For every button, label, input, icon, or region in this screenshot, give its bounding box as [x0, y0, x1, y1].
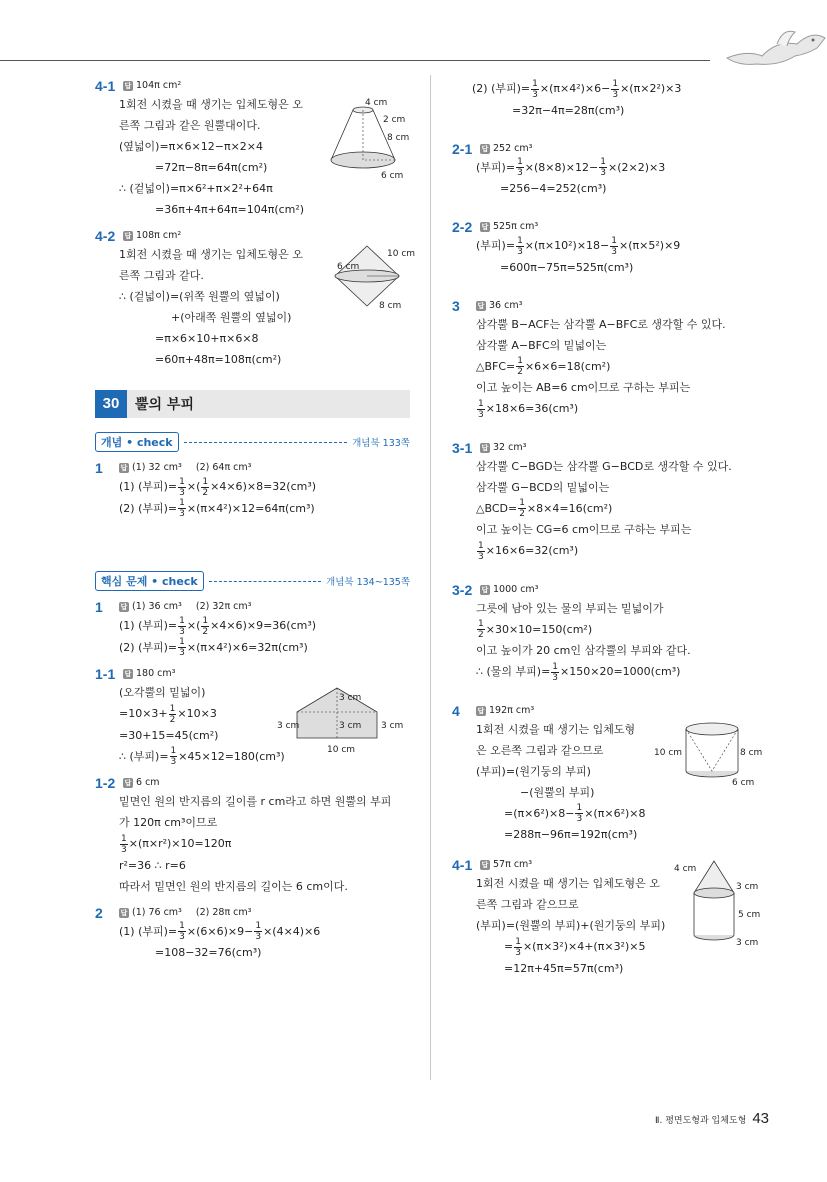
solution-line	[452, 78, 782, 100]
answer-value: 525π cm³	[493, 221, 539, 232]
fig-label: 4 cm	[365, 98, 388, 108]
text: ×(π×3²)×4+(π×3²)×5	[522, 940, 646, 953]
problem-number: 4-2	[95, 228, 116, 244]
text: ×(π×5²)×9	[619, 239, 681, 252]
solution-line: (부피)=(원뿔의 부피)+(원기둥의 부피)	[476, 919, 666, 932]
fraction: $\frac{1}{3}$	[179, 498, 185, 519]
dashed-rule	[184, 442, 348, 443]
solution-line	[95, 833, 425, 855]
text: △BCD=	[476, 501, 518, 515]
core-problem-2-part2	[452, 78, 782, 121]
fraction: $\frac{1}{3}$	[600, 157, 606, 178]
fraction: $\frac{1}{3}$	[517, 235, 523, 257]
answer-value: 180 cm³	[136, 668, 176, 679]
solution-line: 1회전 시켰을 때 생기는 입체도형은 오	[119, 98, 303, 111]
answer-icon: 답	[124, 232, 132, 240]
text: ×(π×r²)×10=120π	[128, 837, 232, 850]
text: ×(6×6)×9−	[186, 924, 254, 938]
fraction: $\frac{1}{3}$	[179, 615, 185, 637]
text: ×(2×2)×3	[607, 160, 666, 174]
solution-line: =288π−96π=192π(cm³)	[504, 828, 638, 841]
solution-line: 이고 높이가 20 cm인 삼각뿔의 부피와 같다.	[476, 644, 691, 657]
text: ∴ (부피)=	[119, 749, 169, 763]
fraction: $\frac{1}{2}$	[519, 498, 525, 519]
solution-line: =256−4=252(cm³)	[500, 182, 607, 195]
solution-line: =30+15=45(cm²)	[119, 728, 219, 742]
problem-number: 1-1	[95, 666, 116, 682]
solution-line: 가 120π cm³이므로	[119, 816, 218, 829]
answer-value: (1) 36 cm³	[132, 601, 182, 612]
fraction: $\frac{1}{3}$	[532, 78, 538, 100]
text: (부피)=	[476, 239, 516, 252]
solution-line: 삼각뿔 B−ACF는 삼각뿔 A−BFC로 생각할 수 있다.	[476, 317, 726, 331]
fig-label: 10 cm	[387, 249, 416, 259]
fig-label: 8 cm	[740, 747, 763, 758]
solution-line	[452, 498, 782, 520]
solution-line: 이고 높이는 CG=6 cm이므로 구하는 부피는	[476, 523, 692, 536]
concept-check-bar	[95, 432, 410, 452]
solution-line	[452, 803, 782, 825]
concept-book-ref: 개념북 134~135쪽	[326, 577, 410, 588]
solution-line: =600π−75π=525π(cm³)	[500, 260, 634, 274]
fig-label: 5 cm	[738, 910, 761, 920]
core-problem-4	[452, 703, 782, 846]
fig-label: 4 cm	[674, 864, 697, 874]
text: ×(8×8)×12−	[524, 160, 599, 174]
solution-line: 른쪽 그림과 같다.	[119, 269, 204, 282]
answer-icon: 답	[481, 223, 489, 231]
dashed-rule	[209, 581, 321, 582]
problem-number: 3-2	[452, 581, 473, 598]
core-problem-2-2	[452, 219, 782, 278]
problem-number: 1	[95, 599, 103, 615]
answer-icon: 답	[481, 585, 489, 594]
solution-line: 1회전 시켰을 때 생기는 입체도형은 오	[119, 248, 303, 261]
fig-label: 6 cm	[381, 171, 404, 181]
fraction: $\frac{1}{3}$	[612, 78, 619, 100]
fig-label: 3 cm	[736, 882, 759, 892]
text: ×10×3	[177, 707, 217, 720]
text: ×16×6=32(cm³)	[485, 544, 579, 557]
solution-line: −(원뿔의 부피)	[520, 785, 595, 799]
answer-value: (2) 32π cm³	[195, 601, 252, 612]
problem-number: 4-1	[452, 857, 473, 873]
problem-number: 3	[452, 297, 460, 314]
fig-label: 8 cm	[379, 301, 402, 311]
solution-line: 삼각뿔 C−BGD는 삼각뿔 G−BCD로 생각할 수 있다.	[476, 459, 732, 473]
solution-line	[452, 540, 782, 562]
text: =10×3+	[119, 707, 168, 720]
solution-line: =108−32=76(cm³)	[155, 946, 262, 959]
solution-line: =32π−4π=28π(cm³)	[512, 103, 625, 117]
answer-value: (1) 76 cm³	[132, 906, 182, 918]
text: ×30×10=150(cm²)	[485, 622, 593, 636]
core-problem-1-2	[95, 775, 425, 897]
text: ×(π×4²)×12=64π(cm³)	[186, 501, 315, 515]
problem-number: 4	[452, 702, 460, 719]
answer-value: (2) 28π cm³	[195, 906, 252, 918]
text: ×150×20=1000(cm³)	[560, 665, 681, 678]
right-column	[452, 78, 782, 987]
solution-line: ∴ (겉넓이)=(위쪽 원뿔의 옆넓이)	[119, 290, 280, 303]
answer-icon: 답	[120, 603, 128, 611]
fraction: $\frac{1}{3}$	[576, 803, 583, 824]
answer-value: 32 cm³	[493, 441, 527, 453]
solution-line: 삼각뿔 G−BCD의 밑넓이는	[476, 480, 610, 494]
fig-label: 10 cm	[654, 747, 683, 758]
answer-icon: 답	[120, 464, 128, 472]
fraction: $\frac{1}{3}$	[255, 921, 262, 942]
solution-line: 그릇에 남아 있는 물의 부피는 밑넓이가	[476, 601, 664, 615]
answer-icon: 답	[124, 82, 132, 90]
solution-line	[95, 498, 425, 520]
problem-number: 1	[95, 460, 103, 476]
fraction: $\frac{1}{2}$	[169, 703, 176, 725]
text: ×18×6=36(cm³)	[485, 402, 579, 415]
solution-line: (오각뿔의 밑넓이)	[119, 686, 206, 699]
solution-line: =60π+48π=108π(cm²)	[155, 353, 282, 366]
fraction: $\frac{1}{3}$	[478, 398, 484, 420]
text: ×6×6=18(cm²)	[524, 359, 611, 373]
fig-label: 3 cm	[339, 721, 362, 731]
left-column	[95, 78, 425, 971]
section-header	[95, 390, 410, 418]
core-problem-3-2	[452, 582, 782, 683]
fig-label: 10 cm	[327, 745, 356, 754]
solution-line: 른쪽 그림과 같으므로	[476, 898, 579, 911]
solution-line: (1) (부피)= $\frac{1}{3}$ ×( $\frac{1}{2}$ ×4×6)×8=32(cm³)	[119, 476, 317, 498]
fig-label: 3 cm	[277, 721, 300, 731]
text: ×(π×2²)×3	[620, 82, 682, 95]
answer-icon: 답	[481, 443, 489, 452]
cylinder-cone-figure	[652, 719, 772, 791]
solution-line: r²=36 ∴ r=6	[119, 858, 186, 872]
answer-value: 6 cm	[136, 777, 160, 788]
fraction: $\frac{1}{3}$	[179, 476, 185, 498]
answer-value: 1000 cm³	[493, 583, 539, 595]
text: ×(π×4²)×6=32π(cm³)	[186, 640, 308, 654]
text: (2) (부피)=	[472, 82, 531, 95]
answer-value: 108π cm²	[136, 230, 182, 241]
fig-label: 3 cm	[339, 693, 362, 703]
text: ×9=36(cm³)	[246, 619, 317, 632]
core-problem-1	[95, 599, 425, 658]
fraction: $\frac{1}{3}$	[179, 637, 185, 658]
column-divider	[430, 75, 431, 1080]
dragon-illustration-icon	[717, 20, 827, 70]
answer-icon: 답	[481, 861, 489, 869]
fraction: $\frac{1}{2}$	[202, 476, 209, 498]
section-number: 30	[95, 390, 127, 418]
solution-line	[95, 921, 425, 943]
fraction: $\frac{1}{2}$	[478, 619, 484, 640]
core-problem-3	[452, 298, 782, 420]
chapter-title: Ⅱ. 평면도형과 입체도형	[655, 1116, 747, 1126]
fraction: $\frac{1}{2}$	[202, 615, 209, 637]
solution-line: =72π−8π=64π(cm²)	[155, 161, 268, 174]
text: =	[504, 940, 514, 953]
text: ×4×6	[210, 619, 243, 632]
fig-label: 2 cm	[383, 115, 406, 125]
text: ×4×6	[210, 480, 243, 493]
double-cone-figure	[327, 242, 422, 312]
answer-icon: 답	[477, 301, 485, 310]
problem-number: 2-2	[452, 219, 473, 235]
fraction: $\frac{1}{3}$	[170, 746, 177, 767]
pentagon-figure	[277, 682, 412, 754]
core-check-bar	[95, 571, 410, 591]
text: ×8=32(cm³)	[246, 480, 317, 493]
answer-icon: 답	[124, 779, 132, 787]
fraction: $\frac{1}{2}$	[517, 356, 523, 377]
fraction: $\frac{1}{3}$	[121, 833, 127, 855]
frustum-figure	[323, 96, 418, 181]
text: (2) (부피)=	[119, 640, 178, 654]
solution-line	[452, 619, 782, 641]
answer-value: (2) 64π cm³	[195, 462, 252, 473]
solution-line	[95, 637, 425, 659]
solution-line: 은 오른쪽 그림과 같으므로	[476, 743, 604, 757]
concept-book-ref: 개념북 133쪽	[352, 438, 410, 449]
solution-line	[452, 235, 782, 257]
problem-4-1	[95, 78, 425, 220]
problem-number: 2	[95, 904, 103, 921]
solution-line	[452, 398, 782, 420]
core-problem-1-1	[95, 666, 425, 767]
core-problem-2	[95, 905, 425, 964]
solution-line: 따라서 밑면인 원의 반지름의 길이는 6 cm이다.	[119, 879, 348, 893]
fraction: $\frac{1}{3}$	[517, 157, 523, 178]
solution-line: 1회전 시켰을 때 생기는 입체도형은 오	[476, 877, 660, 890]
solution-line	[452, 157, 782, 179]
cone-on-cylinder-figure	[674, 859, 774, 949]
text: =(π×6²)×8−	[504, 806, 575, 820]
solution-line: =12π+45π=57π(cm³)	[504, 961, 624, 975]
answer-value: 57π cm³	[493, 859, 533, 870]
text: (1) (부피)=	[119, 480, 178, 493]
page-number: 43	[752, 1110, 769, 1127]
problem-number: 1-2	[95, 775, 116, 791]
core-problem-2-1	[452, 141, 782, 200]
solution-line: 1회전 시켰을 때 생기는 입체도형	[476, 722, 636, 736]
solution-line: 밑면인 원의 반지름의 길이를 r cm라고 하면 원뿔의 부피	[119, 795, 392, 808]
answer-icon: 답	[477, 706, 485, 715]
text: △BFC=	[476, 359, 516, 373]
concept-check-badge: 개념 • check	[95, 432, 179, 452]
solution-line: (옆넓이)=π×6×12−π×2×4	[119, 140, 263, 153]
solution-line: 삼각뿔 A−BFC의 밑넓이는	[476, 338, 607, 352]
fraction: $\frac{1}{3}$	[611, 235, 618, 257]
text: ×(π×10²)×18−	[524, 239, 610, 252]
solution-line: =36π+4π+64π=104π(cm²)	[155, 203, 305, 216]
solution-line	[452, 661, 782, 683]
text: ×(π×4²)×6−	[539, 82, 611, 95]
text: (1) (부피)=	[119, 619, 178, 632]
solution-line: 른쪽 그림과 같은 원뿔대이다.	[119, 119, 261, 132]
solution-line: +(아래쪽 원뿔의 옆넓이)	[171, 311, 292, 324]
fraction: $\frac{1}{3}$	[515, 936, 521, 958]
core-problem-3-1	[452, 440, 782, 562]
text: ×8×4=16(cm²)	[526, 501, 613, 515]
solution-line: =π×6×10+π×6×8	[155, 332, 259, 345]
core-problem-4-1	[452, 857, 782, 979]
solution-line	[452, 356, 782, 378]
text: (2) (부피)=	[119, 501, 178, 515]
header-rule	[0, 60, 710, 61]
text: (부피)=	[476, 160, 516, 174]
section-title: 뿔의 부피	[135, 397, 194, 413]
solution-line: (1) (부피)= $\frac{1}{3}$ ×( $\frac{1}{2}$ ×4×6)×9=36(cm³)	[119, 615, 317, 637]
answer-value: 104π cm²	[136, 80, 182, 91]
fig-label: 8 cm	[387, 133, 410, 143]
answer-value: 36 cm³	[489, 299, 523, 311]
fraction: $\frac{1}{3}$	[478, 540, 484, 562]
text: ×(4×4)×6	[263, 924, 321, 938]
answer-icon: 답	[120, 908, 128, 917]
fig-label: 3 cm	[736, 938, 759, 948]
text: (1) (부피)=	[119, 924, 178, 938]
problem-4-2	[95, 228, 425, 370]
text: ∴ (물의 부피)=	[476, 665, 551, 678]
fraction: $\frac{1}{3}$	[179, 921, 185, 942]
answer-value: 252 cm³	[493, 142, 533, 154]
answer-value: 192π cm³	[489, 704, 535, 716]
answer-icon: 답	[124, 670, 132, 678]
solution-line: (부피)=(원기둥의 부피)	[476, 764, 591, 778]
problem-number: 4-1	[95, 78, 116, 94]
solution-line: 이고 높이는 AB=6 cm이므로 구하는 부피는	[476, 381, 691, 394]
answer-value: (1) 32 cm³	[132, 462, 182, 473]
problem-number: 2-1	[452, 140, 473, 157]
text: ×(π×6²)×8	[584, 806, 646, 820]
text: ×45×12=180(cm³)	[178, 749, 285, 763]
page-footer	[655, 1110, 769, 1127]
problem-number: 3-1	[452, 439, 473, 456]
fraction: $\frac{1}{3}$	[552, 661, 559, 683]
fig-label: 6 cm	[337, 262, 360, 272]
core-check-badge: 핵심 문제 • check	[95, 571, 204, 591]
answer-icon: 답	[481, 144, 489, 153]
fig-label: 6 cm	[732, 777, 755, 788]
fig-label: 3 cm	[381, 721, 404, 731]
solution-line: ∴ (겉넓이)=π×6²+π×2²+64π	[119, 182, 273, 195]
check-problem-1	[95, 460, 425, 519]
